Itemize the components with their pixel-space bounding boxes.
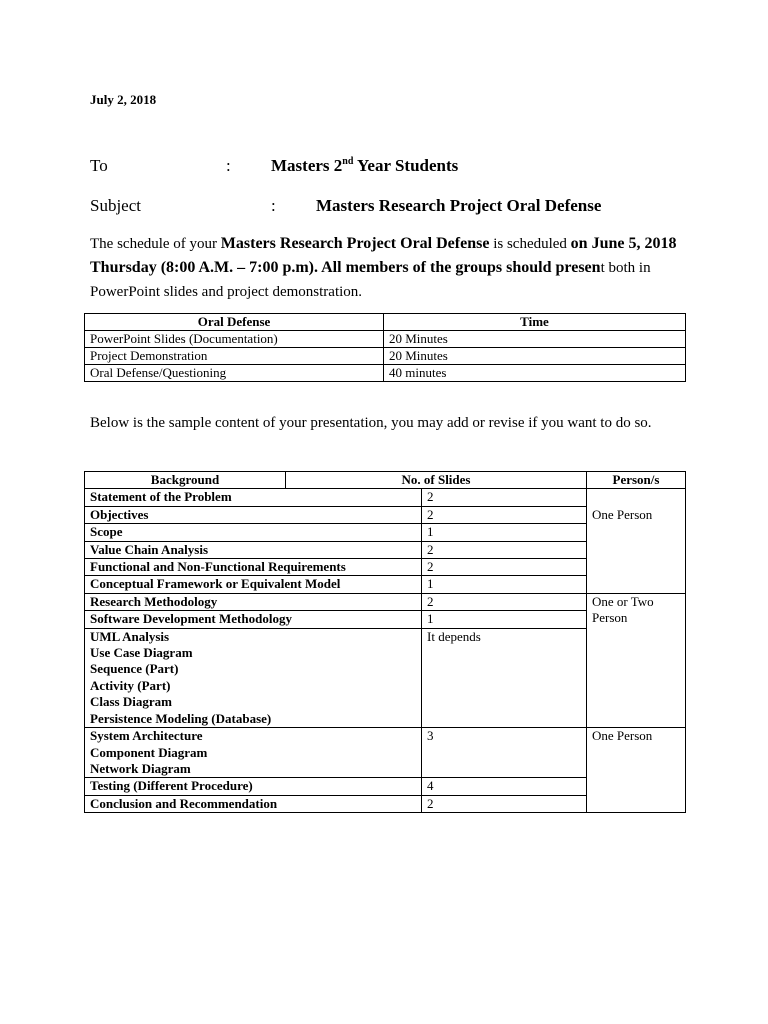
- slides-cell: 2: [422, 489, 587, 506]
- topic-cell: Research Methodology: [85, 593, 422, 610]
- topic-cell: Functional and Non-Functional Requirements: [85, 559, 422, 576]
- topic-cell: Scope: [85, 524, 422, 541]
- topic-cell: Conclusion and Recommendation: [85, 795, 422, 812]
- schedule-activity: PowerPoint Slides (Documentation): [85, 331, 384, 348]
- schedule-header-time: Time: [384, 314, 686, 331]
- slides-cell: 1: [422, 576, 587, 593]
- table-row: [85, 331, 686, 348]
- content-header-slides: No. of Slides: [286, 472, 587, 489]
- topic-cell: Software Development Methodology: [85, 611, 422, 628]
- table-row: [85, 593, 686, 610]
- slides-cell: It depends: [422, 628, 587, 727]
- persons-cell: One Person: [587, 489, 686, 593]
- slides-cell: 4: [422, 778, 587, 795]
- content-table: [84, 471, 686, 813]
- topic-cell: Testing (Different Procedure): [85, 778, 422, 795]
- topic-cell: System Architecture Component Diagram Network Diagram: [85, 728, 422, 778]
- table-row: [85, 365, 686, 382]
- slides-cell: 1: [422, 524, 587, 541]
- table-row: [85, 489, 686, 506]
- table-row: [85, 348, 686, 365]
- persons-cell: One or Two Person: [587, 593, 686, 727]
- schedule-time: 40 minutes: [384, 365, 686, 382]
- schedule-time: 20 Minutes: [384, 348, 686, 365]
- topic-cell: UML Analysis Use Case Diagram Sequence (Part) Activity (Part) Class Diagram Persistence Modeling (Database): [85, 628, 422, 727]
- slides-cell: 2: [422, 795, 587, 812]
- content-header-background: Background: [85, 472, 286, 489]
- topic-cell: Objectives: [85, 506, 422, 523]
- slides-cell: 2: [422, 506, 587, 523]
- to-label: To: [90, 156, 108, 175]
- schedule-table: [84, 313, 686, 382]
- schedule-header-oral-defense: Oral Defense: [85, 314, 384, 331]
- topic-cell: Conceptual Framework or Equivalent Model: [85, 576, 422, 593]
- table-row: [85, 728, 686, 778]
- to-value: Masters 2nd Year Students: [271, 156, 459, 175]
- slides-cell: 1: [422, 611, 587, 628]
- schedule-activity: Oral Defense/Questioning: [85, 365, 384, 382]
- topic-cell: Value Chain Analysis: [85, 541, 422, 558]
- content-header-persons: Person/s: [587, 472, 686, 489]
- subject-value: Masters Research Project Oral Defense: [316, 196, 602, 215]
- schedule-activity: Project Demonstration: [85, 348, 384, 365]
- topic-cell: Statement of the Problem: [85, 489, 422, 506]
- intro-paragraph: The schedule of your Masters Research Project Oral Defense is scheduled on June 5, 2018 Thursday (8:00 A.M. – 7:00 p.m). All members of the groups should present both in PowerPoint slides and project demonstration.: [90, 235, 677, 300]
- slides-cell: 2: [422, 593, 587, 610]
- subject-colon: :: [271, 196, 276, 215]
- slides-cell: 3: [422, 728, 587, 778]
- subject-label: Subject: [90, 196, 141, 215]
- content-note: Below is the sample content of your presentation, you may add or revise if you want to do so.: [90, 415, 652, 431]
- slides-cell: 2: [422, 541, 587, 558]
- persons-cell: One Person: [587, 728, 686, 813]
- to-colon: :: [226, 156, 231, 175]
- memo-date: July 2, 2018: [90, 92, 157, 107]
- slides-cell: 2: [422, 559, 587, 576]
- schedule-time: 20 Minutes: [384, 331, 686, 348]
